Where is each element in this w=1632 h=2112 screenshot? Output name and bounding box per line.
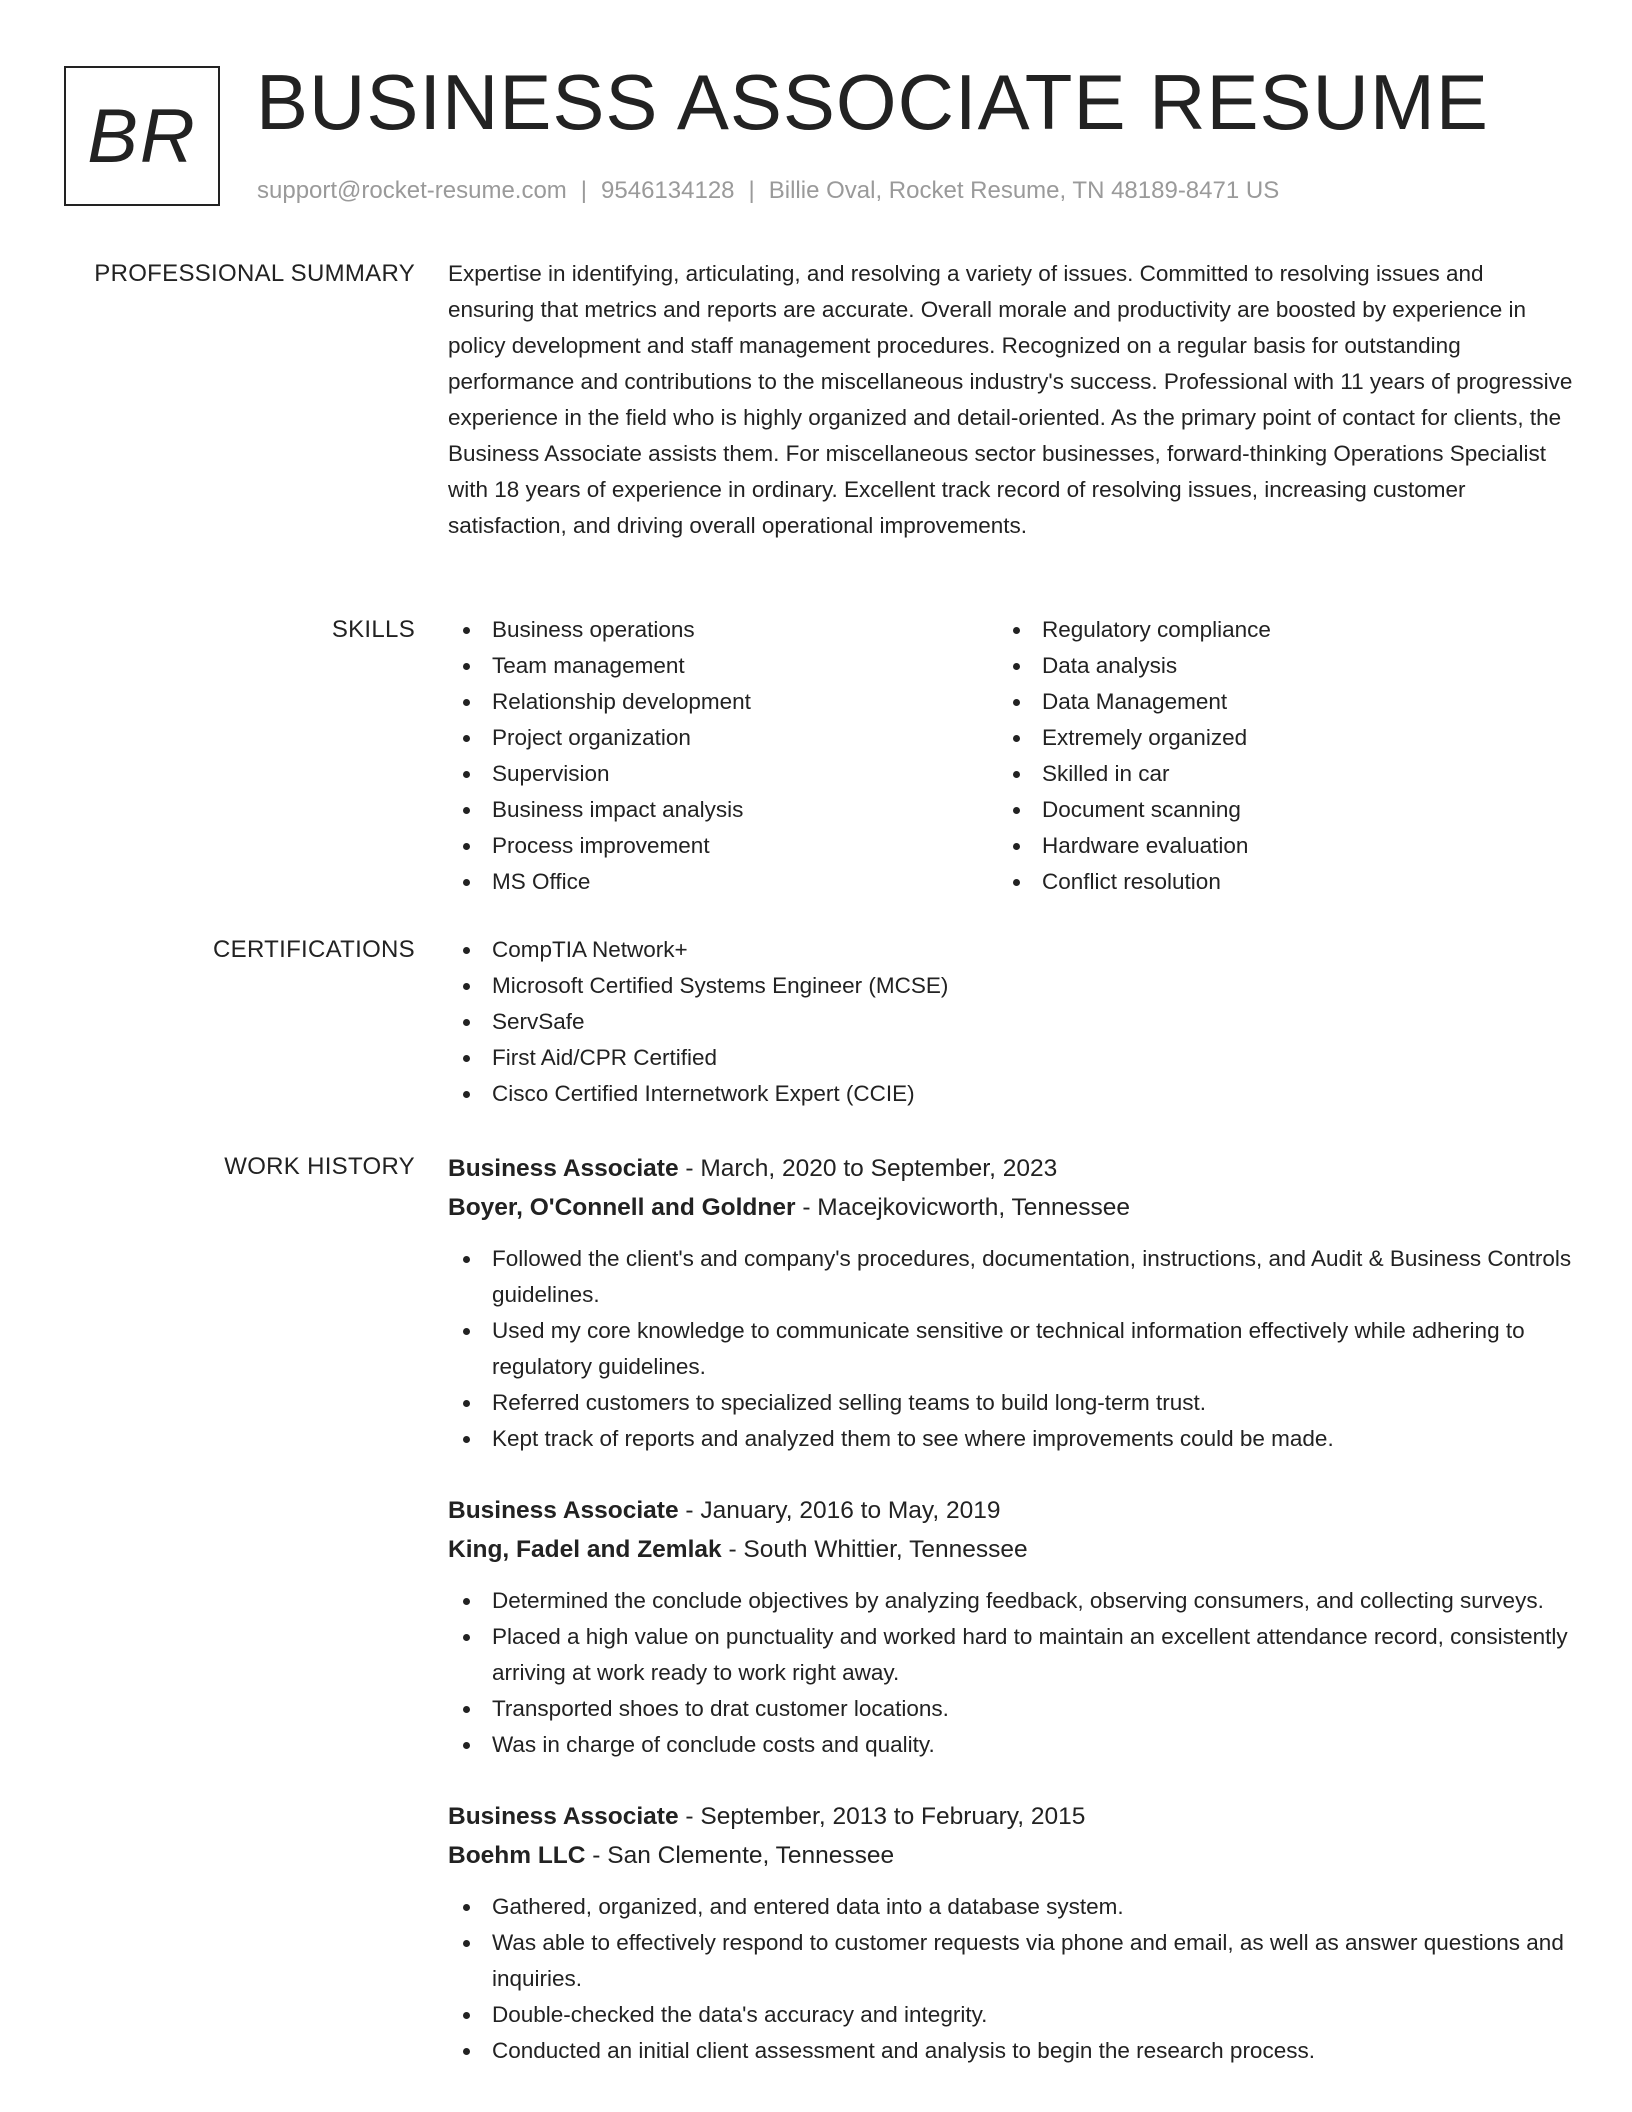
contact-separator: | [748, 177, 755, 204]
skill-item: Business impact analysis [448, 792, 998, 828]
contact-line [257, 174, 1279, 208]
certifications-list [448, 932, 1573, 1112]
job-title-line [448, 1149, 1573, 1188]
skills-column-left [448, 612, 998, 900]
job-duty-item: Kept track of reports and analyzed them to see where improvements could be made. [448, 1421, 1573, 1457]
certification-item: Cisco Certified Internetwork Expert (CCIE) [448, 1076, 1573, 1112]
skills-body [448, 612, 1573, 900]
job-duty-item: Followed the client's and company's procedures, documentation, instructions, and Audit & Business Controls guidelines. [448, 1241, 1573, 1313]
job-duties-list [448, 1583, 1573, 1763]
skill-item: Team management [448, 648, 998, 684]
skill-item: Regulatory compliance [998, 612, 1548, 648]
job-location: - San Clemente, Tennessee [585, 1842, 895, 1869]
job-location: - South Whittier, Tennessee [721, 1536, 1028, 1563]
skill-item: Data analysis [998, 648, 1548, 684]
skill-item: Project organization [448, 720, 998, 756]
contact-email: support@rocket-resume.com [257, 177, 567, 204]
summary-heading: PROFESSIONAL SUMMARY [94, 260, 415, 287]
job-duty-item: Double-checked the data's accuracy and integrity. [448, 1997, 1573, 2033]
job-duty-item: Determined the conclude objectives by analyzing feedback, observing consumers, and collecting surveys. [448, 1583, 1573, 1619]
skill-item: Extremely organized [998, 720, 1548, 756]
skill-item: MS Office [448, 864, 998, 900]
document-title: BUSINESS ASSOCIATE RESUME [256, 58, 1489, 146]
job-duty-item: Transported shoes to drat customer locations. [448, 1691, 1573, 1727]
job-company-line [448, 1188, 1573, 1227]
job-dates: - January, 2016 to May, 2019 [678, 1497, 1001, 1524]
skill-item: Process improvement [448, 828, 998, 864]
certification-item: ServSafe [448, 1004, 1573, 1040]
summary-body [448, 256, 1573, 544]
skills-grid [448, 612, 1573, 900]
contact-separator: | [580, 177, 588, 204]
work-history-body [448, 1149, 1573, 2103]
job-duty-item: Gathered, organized, and entered data into a database system. [448, 1889, 1573, 1925]
job-dates: - March, 2020 to September, 2023 [678, 1155, 1058, 1182]
job-duties-list [448, 1241, 1573, 1457]
job-duties-list [448, 1889, 1573, 2069]
job-duty-item: Conducted an initial client assessment and analysis to begin the research process. [448, 2033, 1573, 2069]
job-company-line [448, 1836, 1573, 1875]
job-entry [448, 1149, 1573, 1457]
skills-list-right [998, 612, 1548, 900]
job-title-line [448, 1491, 1573, 1530]
skill-item: Document scanning [998, 792, 1548, 828]
job-duty-item: Was able to effectively respond to customer requests via phone and email, as well as answer questions and inquiries. [448, 1925, 1573, 1997]
job-dates: - September, 2013 to February, 2015 [678, 1803, 1086, 1830]
contact-address: Billie Oval, Rocket Resume, TN 48189-8471 US [768, 177, 1280, 204]
job-entry [448, 1491, 1573, 1763]
job-company: Boyer, O'Connell and Goldner [448, 1194, 796, 1221]
job-title: Business Associate [448, 1497, 679, 1524]
work-history-heading: WORK HISTORY [224, 1153, 415, 1180]
skill-item: Skilled in car [998, 756, 1548, 792]
skills-list-left [448, 612, 998, 900]
certification-item: Microsoft Certified Systems Engineer (MCSE) [448, 968, 1573, 1004]
skill-item: Hardware evaluation [998, 828, 1548, 864]
skill-item: Relationship development [448, 684, 998, 720]
job-duty-item: Placed a high value on punctuality and worked hard to maintain an excellent attendance record, consistently arriving at work ready to work right away. [448, 1619, 1573, 1691]
contact-phone: 9546134128 [601, 177, 735, 204]
job-location: - Macejkovicworth, Tennessee [795, 1194, 1131, 1221]
job-duty-item: Was in charge of conclude costs and quality. [448, 1727, 1573, 1763]
job-company-line [448, 1530, 1573, 1569]
job-title: Business Associate [448, 1155, 679, 1182]
skills-heading: SKILLS [331, 616, 415, 643]
monogram-logo: BR [64, 66, 220, 206]
job-company: Boehm LLC [448, 1842, 586, 1869]
job-duty-item: Used my core knowledge to communicate sensitive or technical information effectively while adhering to regulatory guidelines. [448, 1313, 1573, 1385]
job-entry [448, 1797, 1573, 2069]
skill-item: Business operations [448, 612, 998, 648]
certifications-heading: CERTIFICATIONS [213, 936, 415, 963]
job-duty-item: Referred customers to specialized selling teams to build long-term trust. [448, 1385, 1573, 1421]
skill-item: Supervision [448, 756, 998, 792]
job-title: Business Associate [448, 1803, 679, 1830]
skills-column-right [998, 612, 1548, 900]
certifications-body [448, 932, 1573, 1112]
skill-item: Data Management [998, 684, 1548, 720]
skill-item: Conflict resolution [998, 864, 1548, 900]
summary-text: Expertise in identifying, articulating, and resolving a variety of issues. Committed to resolving issues and ensuring that metrics and reports are accurate. Overall morale and productivity are boosted by experience in policy development and staff management procedures. Recognized on a regular basis for outstanding performance and contributions to the miscellaneous industry's success. Professional with 11 years of progressive experience in the field who is highly organized and detail-oriented. As the primary point of contact for clients, the Business Associate assists them. For miscellaneous sector businesses, forward-thinking Operations Specialist with 18 years of experience in ordinary. Excellent track record of resolving issues, increasing customer satisfaction, and driving overall operational improvements. [448, 261, 1573, 538]
job-title-line [448, 1797, 1573, 1836]
job-company: King, Fadel and Zemlak [448, 1536, 722, 1563]
certification-item: CompTIA Network+ [448, 932, 1573, 968]
certification-item: First Aid/CPR Certified [448, 1040, 1573, 1076]
